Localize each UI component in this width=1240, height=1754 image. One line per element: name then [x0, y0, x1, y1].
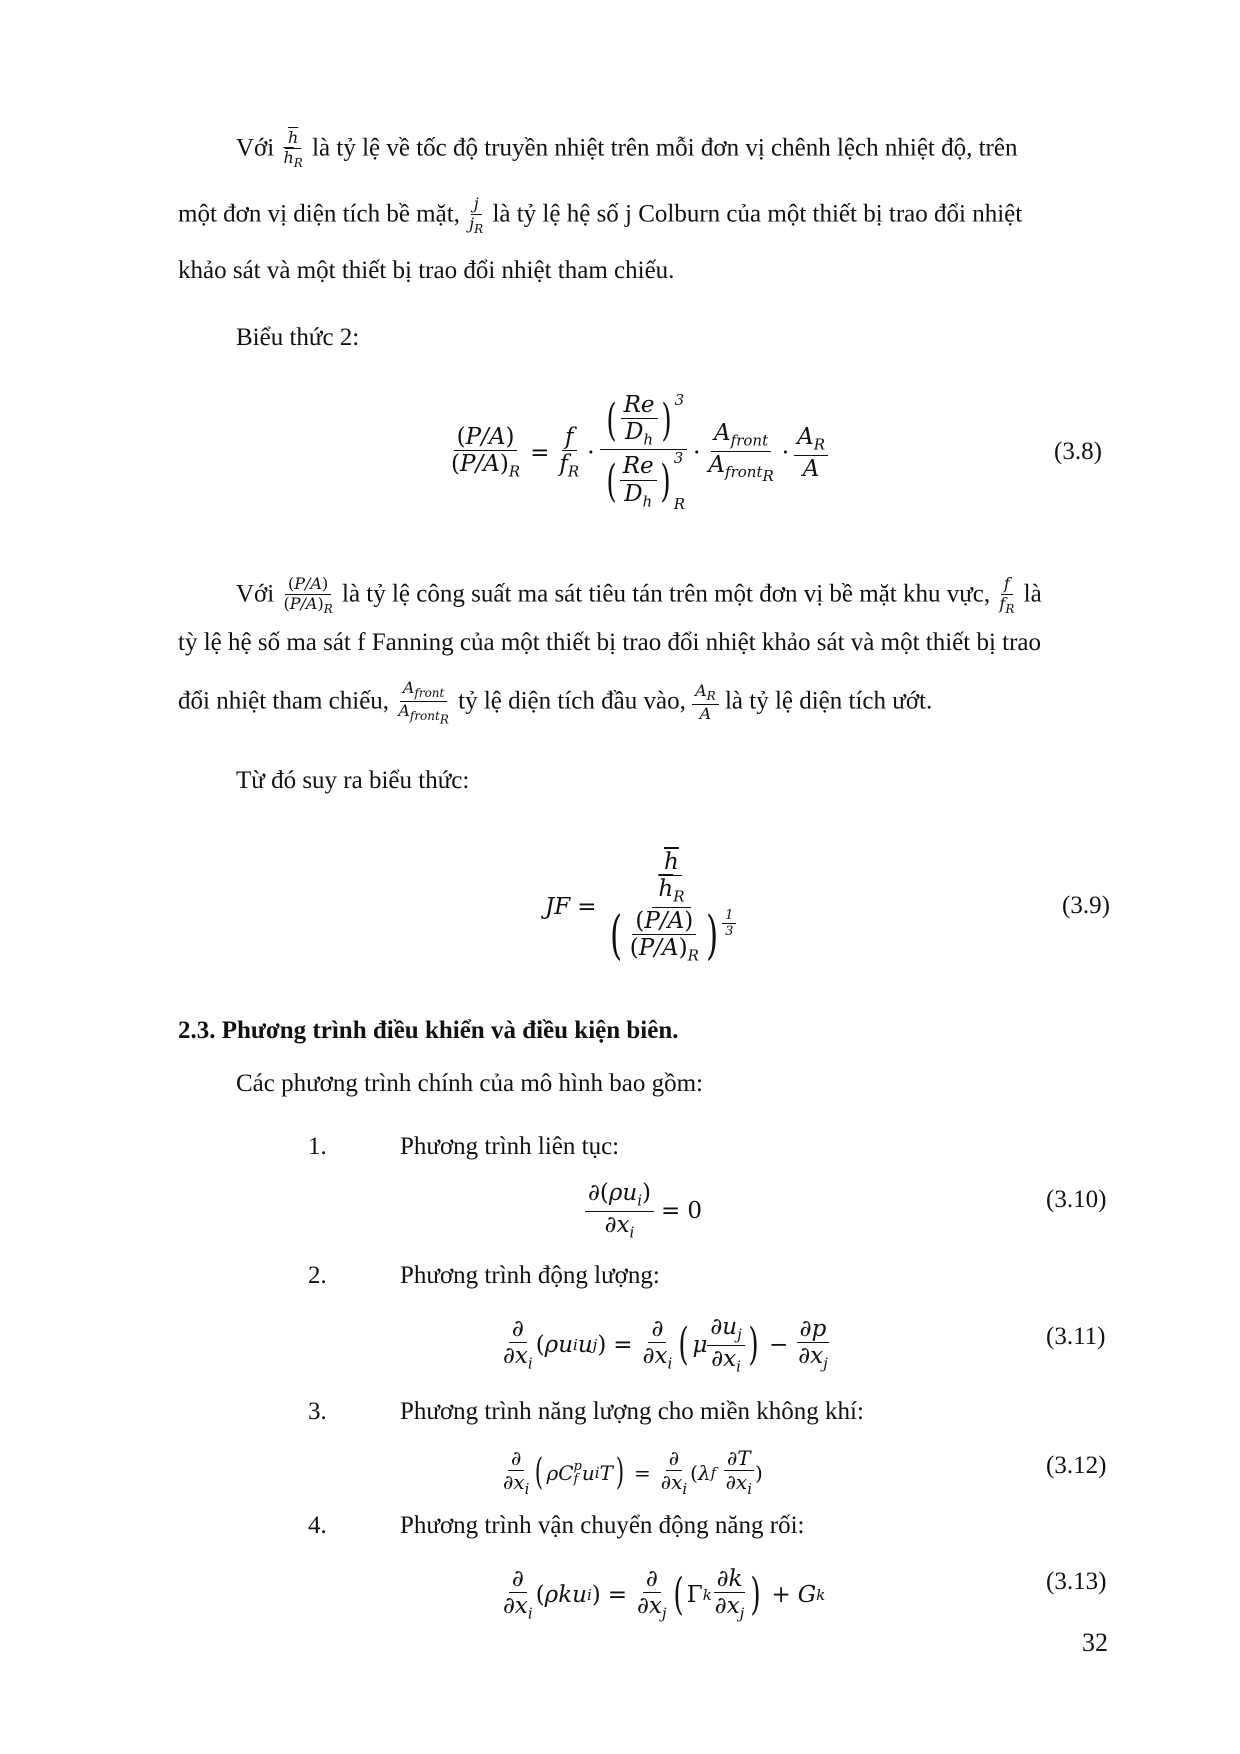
- expression-label: Biểu thức 2:: [236, 324, 360, 351]
- list-item-label: Phương trình vận chuyển động năng rối:: [400, 1512, 805, 1539]
- derivation-label: Từ đó suy ra biểu thức:: [236, 767, 470, 794]
- paragraph-line: một đơn vị diện tích bề mặt, $\frac{j}{j_R}$ là tỷ lệ hệ số j Colburn của một thiết bị trao đổi nhiệt: [178, 194, 1023, 236]
- list-number: 4.: [308, 1512, 327, 1539]
- inline-math-area-ratio: $\frac{A_R}{A}$: [692, 683, 719, 723]
- list-item-label: Phương trình năng lượng cho miền không khí:: [400, 1398, 864, 1425]
- paragraph-line: đổi nhiệt tham chiếu, $\frac{A_{front}}{A_{front_R}}$ tỷ lệ diện tích đầu vào, $\frac{A_R}{A}$ là tỷ lệ diện tích ướt.: [178, 678, 933, 727]
- list-number: 2.: [308, 1262, 327, 1289]
- paragraph-line: tỳ lệ hệ số ma sát f Fanning của một thiết bị trao đổi nhiệt khảo sát và một thiết bị trao: [178, 629, 1042, 656]
- equation-3-10: $\frac{\partial(\rho u_i)}{\partial x_i}$ = 0: [585, 1176, 702, 1246]
- list-item-label: Phương trình động lượng:: [400, 1262, 660, 1289]
- section-heading: 2.3. Phương trình điều khiển và điều kiện biên.: [178, 1017, 679, 1044]
- equation-3-12: $\frac{\partial}{\partial x_i}$ ( ρC p f u i T ) = $\frac{\partial}{\partial x_i}$ ( λ f $\frac{\partial T}{\partial x_i}$ ): [503, 1446, 763, 1499]
- equation-number: (3.8): [1054, 438, 1102, 465]
- equation-3-13: $\frac{\partial}{\partial x_i}$ ( ρku i ) = $\frac{\partial}{\partial x_j}$ ( Γ k $\frac{\partial k}{\partial x_j}$ ) + G k: [503, 1566, 826, 1623]
- equation-number: (3.12): [1046, 1452, 1107, 1479]
- inline-math-j-ratio: $\frac{j}{j_R}$: [469, 194, 484, 236]
- inline-math-pa-ratio: $\frac{(P/A)}{(P/A)_R}$: [283, 574, 333, 616]
- paragraph-line: Với $\frac{\overline{h}}{\overline{h}_R}$ là tỷ lệ về tốc độ truyền nhiệt trên mỗi đơn vị chênh lệch nhiệt độ, trên: [236, 128, 1018, 170]
- list-number: 1.: [308, 1133, 327, 1160]
- equation-number: (3.13): [1046, 1568, 1107, 1595]
- equation-number: (3.9): [1062, 892, 1110, 919]
- equation-number: (3.10): [1046, 1186, 1107, 1213]
- equation-number: (3.11): [1046, 1323, 1106, 1350]
- inline-math-front-ratio: $\frac{A_{front}}{A_{front_R}}$: [398, 678, 449, 727]
- section-intro: Các phương trình chính của mô hình bao gồm:: [236, 1070, 703, 1097]
- equation-3-9: JF = $\frac{\overline{h}}{\overline{h}_R}$ ( $\frac{(P/A)}{(P/A)_R}$ ) $\frac{1}{3}$: [545, 832, 739, 982]
- paragraph-line: Với $\frac{(P/A)}{(P/A)_R}$ là tỷ lệ công suất ma sát tiêu tán trên một đơn vị bề mặt khu vực, $\frac{f}{f_R}$ là: [236, 574, 1042, 616]
- page-number: 32: [1082, 1628, 1108, 1657]
- equation-3-8: $\frac{(P/A)}{(P/A)_R}$ = $\frac{f}{f_R}$ · ( $\frac{Re}{D_h}$ ) $^3$ ( $\frac{Re}{D_h}$ ) 3 R · $\frac{A_{front}}{A_{front_R}}$ · $\frac{A_R}{A}$: [448, 378, 828, 528]
- list-item-label: Phương trình liên tục:: [400, 1133, 620, 1160]
- inline-math-h-ratio: $\frac{\overline{h}}{\overline{h}_R}$: [283, 128, 303, 170]
- equation-3-11: $\frac{\partial}{\partial x_i}$ ( ρu i u j ) = $\frac{\partial}{\partial x_i}$ ( μ $\frac{\partial u_j}{\partial x_i}$ ) − $\frac{\partial p}{\partial x_j}$: [503, 1314, 828, 1376]
- list-number: 3.: [308, 1398, 327, 1425]
- inline-math-f-ratio: $\frac{f}{f_R}$: [999, 574, 1015, 616]
- paragraph-line: khảo sát và một thiết bị trao đổi nhiệt tham chiếu.: [178, 257, 675, 284]
